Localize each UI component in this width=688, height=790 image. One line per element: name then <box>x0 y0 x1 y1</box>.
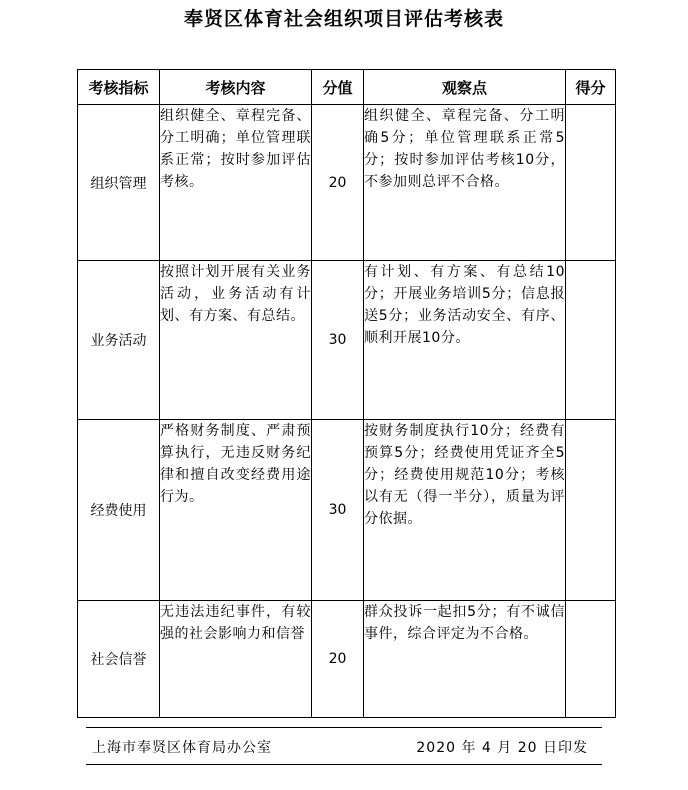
evaluation-table <box>77 69 616 718</box>
header-score: 分值 <box>312 70 364 105</box>
observation-cell: 按财务制度执行10分；经费有预算5分；经费使用凭证齐全5分；经费使用规范10分；考核以有无（得一半分），质量为评分依据。 <box>364 420 566 601</box>
observation-cell: 有计划、有方案、有总结10分；开展业务培训5分；信息报送5分；业务活动安全、有序、顺利开展10分。 <box>364 261 566 420</box>
points-cell <box>566 420 616 601</box>
observation-cell: 群众投诉一起扣5分；有不诚信事件，综合评定为不合格。 <box>364 601 566 718</box>
table-row <box>78 420 616 601</box>
indicator-cell: 社会信誉 <box>78 601 160 718</box>
document-title: 奉贤区体育社会组织项目评估考核表 <box>183 8 504 30</box>
indicator-cell: 业务活动 <box>78 261 160 420</box>
score-cell: 20 <box>312 105 364 261</box>
header-points: 得分 <box>566 70 616 105</box>
header-observation: 观察点 <box>364 70 566 105</box>
table-row <box>78 261 616 420</box>
header-indicator: 考核指标 <box>78 70 160 105</box>
score-cell: 30 <box>312 261 364 420</box>
content-cell: 无违法违纪事件，有较强的社会影响力和信誉 <box>160 601 312 718</box>
issuing-office: 上海市奉贤区体育局办公室 <box>92 740 272 756</box>
score-cell: 20 <box>312 601 364 718</box>
points-cell <box>566 105 616 261</box>
content-cell: 组织健全、章程完备、分工明确；单位管理联系正常；按时参加评估考核。 <box>160 105 312 261</box>
indicator-cell: 经费使用 <box>78 420 160 601</box>
observation-cell: 组织健全、章程完备、分工明确5分；单位管理联系正常5分；按时参加评估考核10分，不参加则总评不合格。 <box>364 105 566 261</box>
indicator-cell: 组织管理 <box>78 105 160 261</box>
points-cell <box>566 261 616 420</box>
issue-date: 2020 年 4 月 20 日印发 <box>416 740 588 756</box>
points-cell <box>566 601 616 718</box>
table-row <box>78 105 616 261</box>
table-header-row <box>78 70 616 105</box>
document-footer <box>86 727 602 765</box>
content-cell: 严格财务制度、严肃预算执行，无违反财务纪律和擅自改变经费用途行为。 <box>160 420 312 601</box>
table-row <box>78 601 616 718</box>
content-cell: 按照计划开展有关业务活动，业务活动有计划、有方案、有总结。 <box>160 261 312 420</box>
score-cell: 30 <box>312 420 364 601</box>
header-content: 考核内容 <box>160 70 312 105</box>
